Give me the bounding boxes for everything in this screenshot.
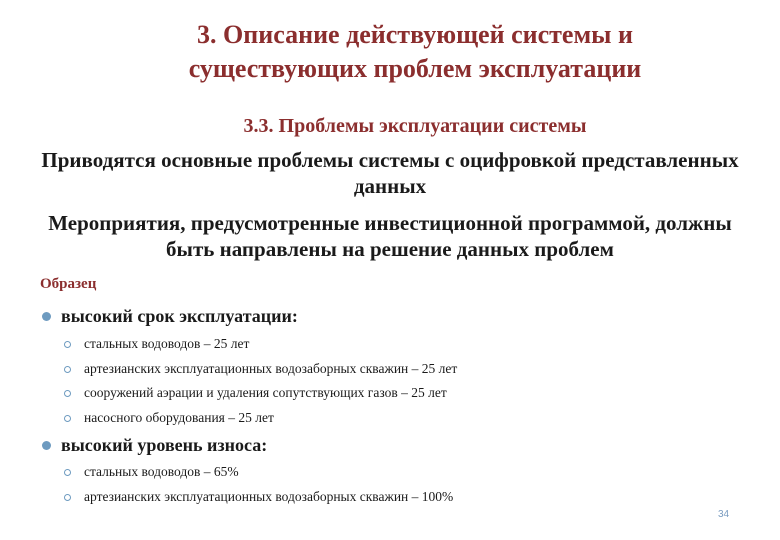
list-item-text: артезианских эксплуатационных водозаборных скважин – 100% <box>84 489 454 504</box>
bullet-ring-icon <box>64 494 71 501</box>
slide-title-line1: 3. Описание действующей системы и <box>197 20 633 49</box>
sample-label: Образец <box>40 276 97 292</box>
intro-paragraph-1: Приводятся основные проблемы системы с оцифровкой представленных данных <box>41 148 739 198</box>
list-item <box>64 464 239 480</box>
list-item-text: артезианских эксплуатационных водозаборных скважин – 25 лет <box>84 361 458 376</box>
list-item-text: сооружений аэрации и удаления сопутствующих газов – 25 лет <box>84 385 447 400</box>
list-item <box>64 361 457 377</box>
bullet-ring-icon <box>64 341 71 348</box>
bullet-ring-icon <box>64 415 71 422</box>
bullet-ring-icon <box>64 366 71 373</box>
bullet-group-1-heading: высокий срок эксплуатации: <box>61 306 298 326</box>
list-item-text: насосного оборудования – 25 лет <box>84 410 274 425</box>
list-item <box>64 410 274 426</box>
intro-paragraph-2: Мероприятия, предусмотренные инвестиционной программой, должны быть направлены на решение данных проблем <box>48 211 732 261</box>
list-item <box>64 489 453 505</box>
page-number: 34 <box>718 509 730 520</box>
bullet-group-2 <box>42 435 267 456</box>
bullet-group-1 <box>42 306 298 327</box>
slide-title-line2: существующих проблем эксплуатации <box>188 54 642 83</box>
bullet-group-2-heading: высокий уровень износа: <box>61 435 268 455</box>
slide-subtitle: 3.3. Проблемы эксплуатации системы <box>243 115 587 137</box>
bullet-dot-icon <box>42 441 51 450</box>
list-item <box>64 336 249 352</box>
bullet-ring-icon <box>64 390 71 397</box>
slide-title <box>100 18 730 86</box>
bullet-dot-icon <box>42 312 51 321</box>
list-item-text: стальных водоводов – 65% <box>84 464 239 479</box>
list-item-text: стальных водоводов – 25 лет <box>84 336 250 351</box>
bullet-ring-icon <box>64 469 71 476</box>
list-item <box>64 385 447 401</box>
